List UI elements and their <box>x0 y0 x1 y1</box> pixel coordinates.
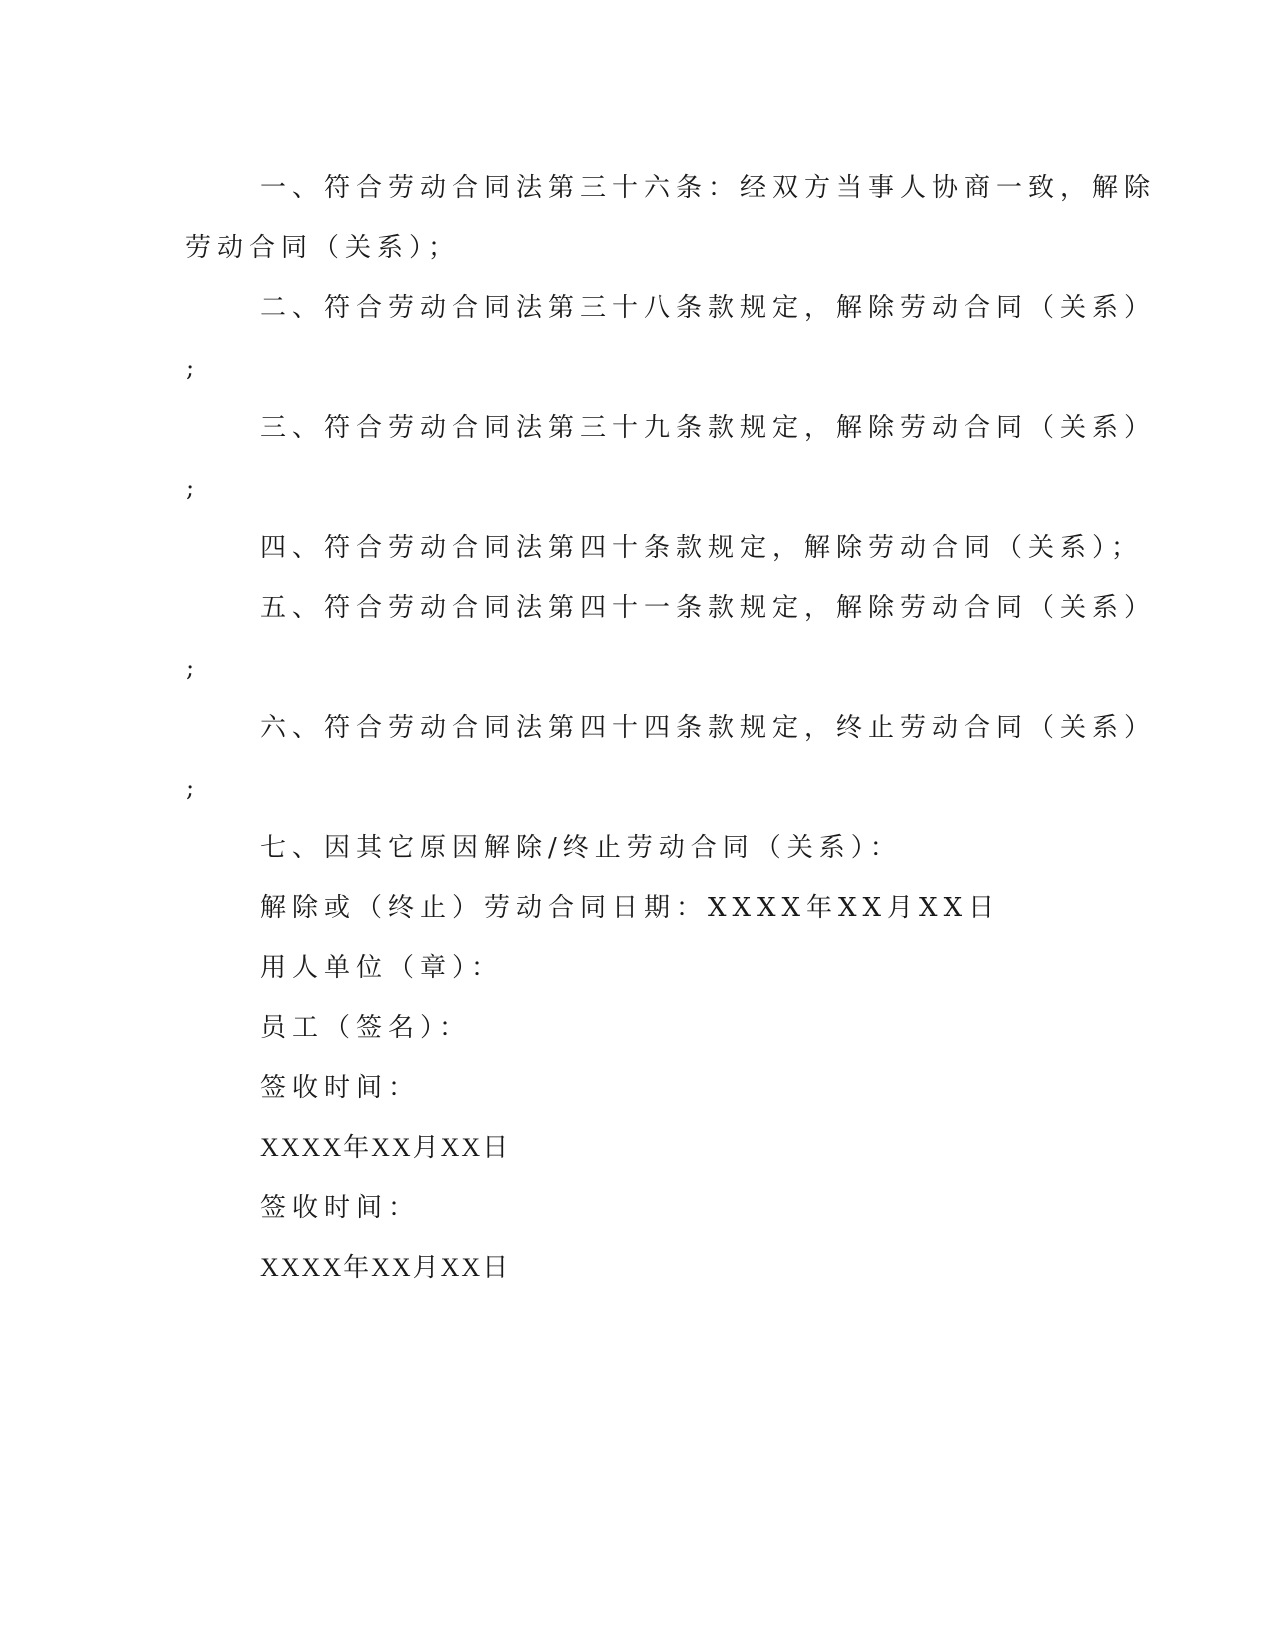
clause-2-line-1: 二、符合劳动合同法第三十八条款规定，解除劳动合同（关系） <box>260 293 1157 323</box>
clause-3-line-1: 三、符合劳动合同法第三十九条款规定，解除劳动合同（关系） <box>260 413 1157 443</box>
employee-signature-label: 员工（签名）： <box>260 1013 472 1043</box>
clause-1-line-1: 一、符合劳动合同法第三十六条：经双方当事人协商一致，解除 <box>260 173 1157 203</box>
clause-5-line-2: ; <box>186 654 195 682</box>
clause-6-line-1: 六、符合劳动合同法第四十四条款规定，终止劳动合同（关系） <box>260 713 1157 743</box>
receipt-date-2: XXXX年XX月XX日 <box>260 1253 511 1282</box>
termination-date-line: 解除或（终止）劳动合同日期：XXXX年XX月XX日 <box>260 893 1001 923</box>
clause-2-line-2: ; <box>186 354 195 382</box>
clause-6-line-2: ; <box>186 774 195 802</box>
clause-3-line-2: ; <box>186 474 195 502</box>
clause-5-line-1: 五、符合劳动合同法第四十一条款规定，解除劳动合同（关系） <box>260 593 1157 623</box>
clause-4-line-1: 四、符合劳动合同法第四十条款规定，解除劳动合同（关系）； <box>260 533 1144 563</box>
receipt-date-1: XXXX年XX月XX日 <box>260 1133 511 1162</box>
employer-seal-label: 用人单位（章）： <box>260 953 504 983</box>
clause-7-line-1: 七、因其它原因解除/终止劳动合同（关系）： <box>260 833 902 863</box>
clause-1-line-2: 劳动合同（关系）； <box>185 233 461 263</box>
receipt-time-label-1: 签收时间： <box>260 1073 421 1103</box>
receipt-time-label-2: 签收时间： <box>260 1193 421 1223</box>
